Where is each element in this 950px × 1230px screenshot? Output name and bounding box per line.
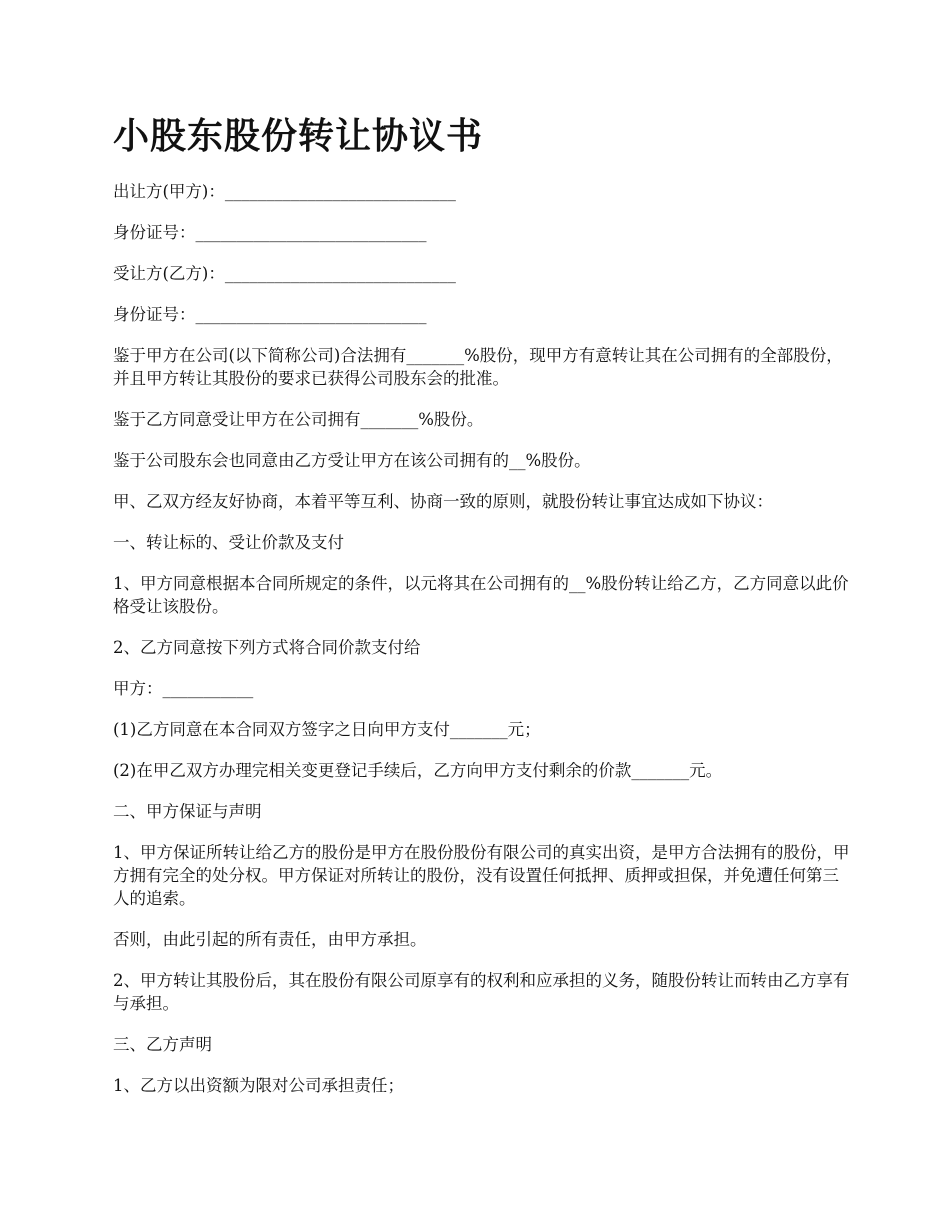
clause-2-2: 2、甲方转让其股份后，其在股份有限公司原享有的权利和应承担的义务，随股份转让而转由乙方享有与承担。 <box>113 971 850 1013</box>
seller-line: 出让方(甲方)：____________________________ <box>113 182 456 201</box>
section-heading-2: 二、甲方保证与声明 <box>113 802 262 821</box>
clause-2-1: 1、甲方保证所转让给乙方的股份是甲方在股份股份有限公司的真实出资，是甲方合法拥有的股份，甲方拥有完全的处分权。甲方保证对所转让的股份，没有设置任何抵押、质押或担保，并免遭任何第三人的追索。 <box>113 843 850 908</box>
payee-line: 甲方：___________ <box>113 679 254 698</box>
recital-1: 鉴于甲方在公司(以下简称公司)合法拥有_______%股份，现甲方有意转让其在公司拥有的全部股份，并且甲方转让其股份的要求已获得公司股东会的批准。 <box>113 346 843 388</box>
payment-item-1: (1)乙方同意在本合同双方签字之日向甲方支付_______元； <box>113 720 541 739</box>
clause-3-1: 1、乙方以出资额为限对公司承担责任； <box>113 1076 404 1095</box>
buyer-id-line: 身份证号：____________________________ <box>113 305 427 324</box>
section-heading-3: 三、乙方声明 <box>113 1035 212 1054</box>
section-heading-1: 一、转让标的、受让价款及支付 <box>113 533 344 552</box>
preamble: 甲、乙双方经友好协商，本着平等互利、协商一致的原则，就股份转让事宜达成如下协议： <box>113 492 773 511</box>
clause-1-2: 2、乙方同意按下列方式将合同价款支付给 <box>113 638 421 657</box>
buyer-line: 受让方(乙方)：____________________________ <box>113 264 456 283</box>
clause-1-1: 1、甲方同意根据本合同所规定的条件，以元将其在公司拥有的__%股份转让给乙方，乙方同意以此价格受让该股份。 <box>113 574 849 616</box>
recital-3: 鉴于公司股东会也同意由乙方受让甲方在该公司拥有的__%股份。 <box>113 451 591 470</box>
document-title: 小股东股份转让协议书 <box>113 116 484 157</box>
recital-2: 鉴于乙方同意受让甲方在公司拥有_______%股份。 <box>113 410 484 429</box>
clause-2-note: 否则，由此引起的所有责任，由甲方承担。 <box>113 930 427 949</box>
payment-item-2: (2)在甲乙双方办理完相关变更登记手续后，乙方向甲方支付剩余的价款_______元。 <box>113 761 723 780</box>
seller-id-line: 身份证号：____________________________ <box>113 223 427 242</box>
document-page <box>113 112 853 1115</box>
